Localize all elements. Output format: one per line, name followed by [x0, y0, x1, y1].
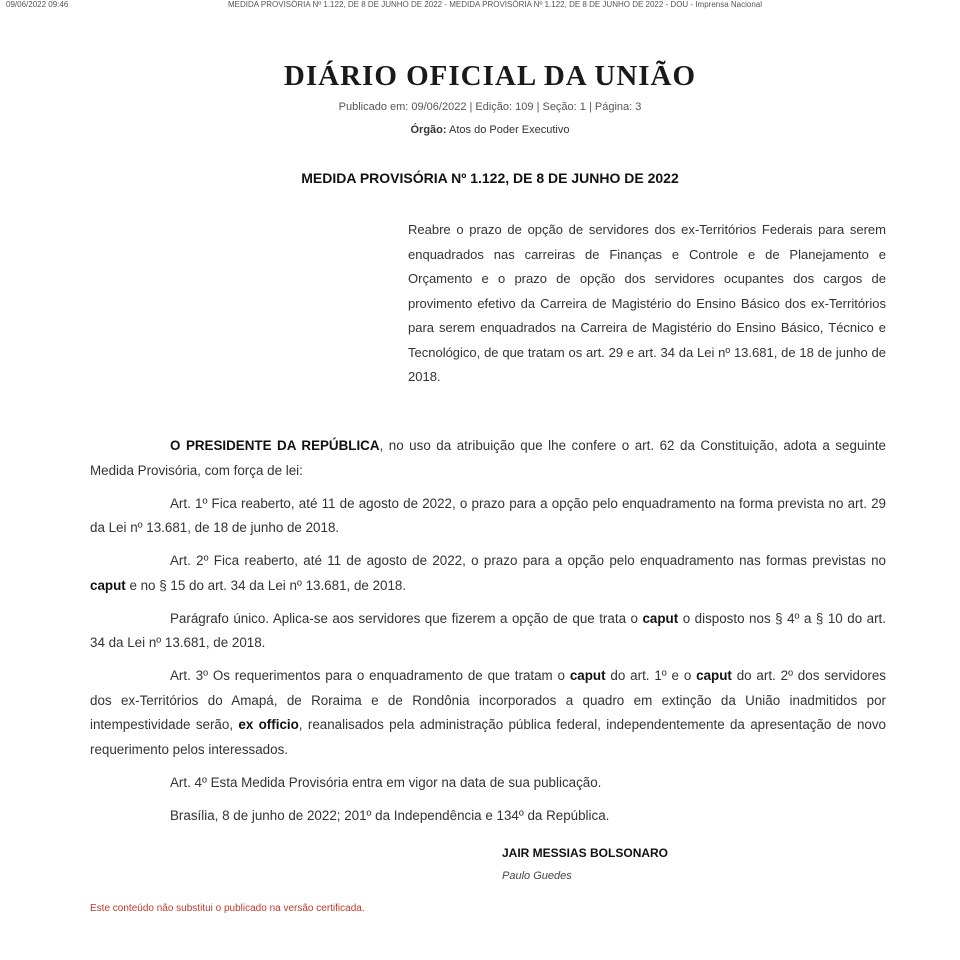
article-1: Art. 1º Fica reaberto, até 11 de agosto de 2022, o prazo para a opção pelo enquadramento na forma prevista no art. 29 da Lei nº 13.681, de 18 de junho de 2018. [90, 495, 886, 535]
act-body [90, 434, 886, 837]
caput-term: caput [696, 668, 732, 683]
act-title: MEDIDA PROVISÓRIA Nº 1.122, DE 8 DE JUNHO DE 2022 [301, 170, 679, 186]
preamble-president: O PRESIDENTE DA REPÚBLICA [170, 438, 380, 453]
print-header [0, 0, 960, 12]
print-timestamp: 09/06/2022 09:46 [6, 0, 69, 9]
article-2-text: Art. 2º Fica reaberto, até 11 de agosto de 2022, o prazo para a opção pelo enquadramento nas formas previstas no [170, 553, 886, 568]
paragrafo-unico-text: Parágrafo único. Aplica-se aos servidores que fizerem a opção de que trata o [170, 610, 643, 626]
caput-term: caput [642, 610, 679, 626]
print-page-title: MEDIDA PROVISÓRIA Nº 1.122, DE 8 DE JUNHO DE 2022 - MEDIDA PROVISÓRIA Nº 1.122, DE 8 DE JUNHO DE 2022 - DOU - Imprensa Nacional [228, 0, 763, 9]
publication-info: Publicado em: 09/06/2022 | Edição: 109 | Seção: 1 | Página: 3 [338, 101, 642, 113]
article-3-text: do art. 2º dos servidores dos ex-Territórios do Amapá, de Roraima e de Rondônia incorporados a quadro em extinção da União inadmitidos por intempestividade serão, [90, 668, 887, 732]
article-2 [90, 549, 886, 598]
closing-date: Brasília, 8 de junho de 2022; 201º da Independência e 134º da República. [170, 807, 610, 823]
minister-signature: Paulo Guedes [502, 870, 572, 882]
ex-officio-term: ex officio [238, 717, 299, 732]
preamble-text: , no uso da atribuição que lhe confere o art. 62 da Constituição, adota a seguinte Medida Provisória, com força de lei: [90, 438, 886, 478]
ementa: Reabre o prazo de opção de servidores dos ex-Territórios Federais para serem enquadrados nas carreiras de Finanças e Controle e de Planejamento e Orçamento e o prazo de opção dos servidores ocupantes dos cargos de provimento efetivo da Carreira de Magistério do Ensino Básico dos ex-Territórios para serem enquadrados na Carreira de Magistério do Ensino Básico, Técnico e Tecnológico, de que tratam os art. 29 e art. 34 da Lei nº 13.681, de 18 de junho de 2018. [408, 222, 886, 384]
masthead: DIÁRIO OFICIAL DA UNIÃO [283, 60, 697, 92]
orgao-line [0, 124, 960, 136]
paragrafo-unico [90, 607, 886, 656]
preamble [90, 434, 886, 483]
orgao-label: Órgão: [410, 124, 447, 136]
article-2-text-end: e no § 15 do art. 34 da Lei nº 13.681, de 2018. [125, 577, 407, 593]
caput-term: caput [569, 668, 606, 683]
caput-term: caput [90, 577, 126, 593]
certification-disclaimer: Este conteúdo não substitui o publicado na versão certificada. [90, 903, 365, 914]
article-3-text: Art. 3º Os requerimentos para o enquadramento de que tratam o [170, 668, 570, 683]
article-3 [90, 664, 886, 762]
president-signature: JAIR MESSIAS BOLSONARO [502, 846, 669, 860]
article-3-text-end: , reanalisados pela administração pública federal, independentemente da apresentação de novo requerimento pelos interessados. [90, 717, 886, 757]
paragrafo-unico-text-end: o disposto nos § 4º a § 10 do art. 34 da Lei nº 13.681, de 2018. [90, 610, 887, 650]
article-4: Art. 4º Esta Medida Provisória entra em vigor na data de sua publicação. [170, 774, 602, 790]
orgao-value: Atos do Poder Executivo [449, 124, 570, 136]
article-3-text: do art. 1º e o [605, 668, 697, 683]
